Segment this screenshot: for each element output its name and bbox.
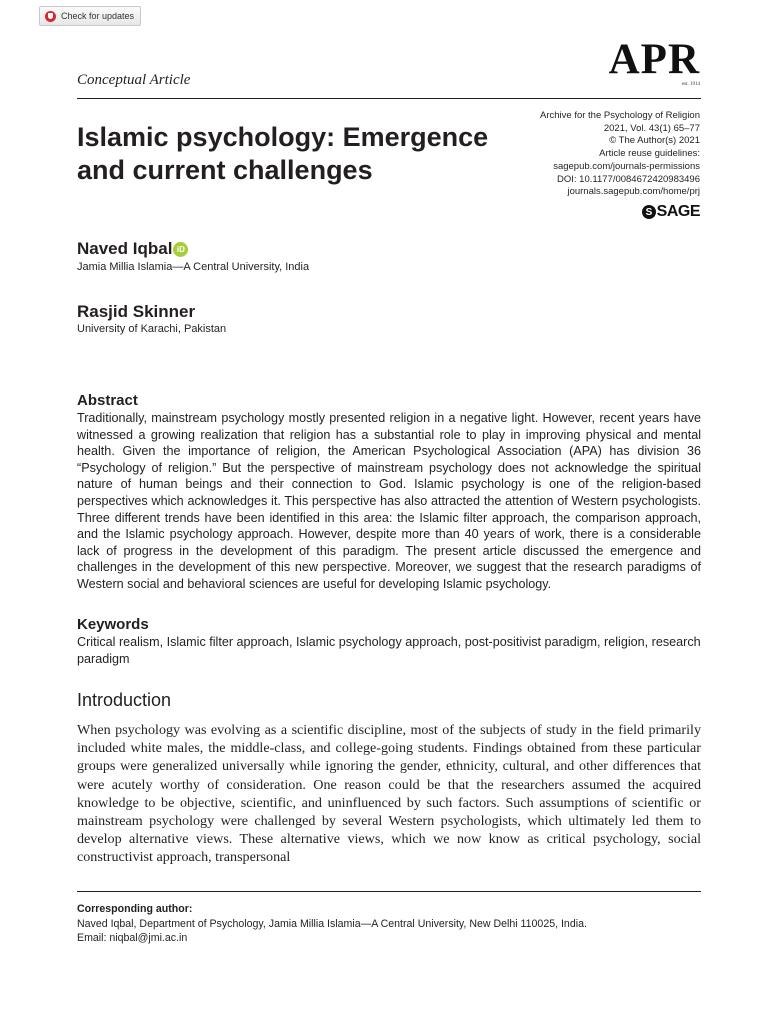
check-for-updates-button[interactable] [39, 6, 141, 26]
copyright: © The Author(s) 2021 [609, 135, 700, 147]
abstract-heading: Abstract [77, 392, 138, 409]
reuse-link[interactable]: sagepub.com/journals-permissions [553, 160, 700, 172]
doi-link[interactable]: DOI: 10.1177/0084672420983496 [557, 173, 700, 185]
author-name-text: Naved Iqbal [77, 239, 173, 258]
journal-name: Archive for the Psychology of Religion [540, 110, 700, 121]
author-affiliation: Jamia Millia Islamia—A Central University, India [77, 261, 310, 273]
footnote-label: Corresponding author: [77, 903, 193, 915]
reuse-label: Article reuse guidelines: [599, 148, 700, 160]
volume-info: 2021, Vol. 43(1) 65–77 [603, 122, 700, 134]
journal-logo-letters: APR [608, 36, 700, 83]
article-type: Conceptual Article [77, 72, 191, 88]
footnote-email[interactable]: Email: niqbal@jmi.ac.in [77, 932, 188, 944]
author-affiliation: University of Karachi, Pakistan [77, 323, 227, 335]
sage-logo [642, 203, 700, 221]
check-for-updates-label: Check for updates [61, 11, 135, 21]
author-name [77, 239, 188, 259]
footnote-address: Naved Iqbal, Department of Psychology, Jamia Millia Islamia—A Central University, New Delhi 110025, India. [77, 917, 587, 930]
journal-logo [609, 38, 700, 87]
journal-homepage-link[interactable]: journals.sagepub.com/home/prj [567, 186, 700, 198]
publication-info [440, 110, 700, 199]
article-title: Islamic psychology: Emergence and current challenges [77, 122, 489, 185]
orcid-icon[interactable]: iD [173, 242, 188, 257]
introduction-text: When psychology was evolving as a scientific discipline, most of the subjects of study in the field primarily included white males, the middle-class, and college-going students. Findings obtained from these particular groups were generalized universally while ignoring the gender, ethnicity, cultural, and other differences that were acutely worthy of consideration. One reason could be that the researchers assumed the acquired knowledge to be objective, scientific, and uninfluenced by such factors. Such assumptions of scientific or mainstream psychology were challenged by several Western psychologists, which ultimately led them to develop alternative views. These alternative views, which we now know as critical psychology, social constructivist approach, transpersonal [77, 722, 701, 866]
keywords-heading: Keywords [77, 616, 149, 633]
corresponding-author-note [77, 902, 701, 946]
footnote-divider [77, 891, 701, 892]
introduction-heading: Introduction [77, 690, 172, 710]
header-divider [77, 98, 701, 99]
abstract-text: Traditionally, mainstream psychology mostly presented religion in a negative light. However, recent years have witnessed a growing realization that religion has a substantial role to play in improving physical and mental health. Given the importance of religion, the American Psychological Association (APA) has division 36 “Psychology of religion.” But the perspective of mainstream psychology does not acknowledge the spiritual nature of human beings and their connection to God. Islamic psychology is one of the religion-based perspectives which acknowledges it. This perspective has also attracted the attention of Western psychologists. Three different trends have been identified in this area: the Islamic filter approach, the comparison approach, and the Islamic psychology approach. However, despite more than 40 years of work, there is a considerable lack of progress in the development of this paradigm. The present article discussed the emergence and challenges in the development of this new perspective. Moreover, we suggest that the research paradigms of Western social and behavioral sciences are useful for developing Islamic psychology. [77, 411, 701, 591]
keywords-text: Critical realism, Islamic filter approach, Islamic psychology approach, post-positivist paradigm, religion, research paradigm [77, 635, 701, 666]
sage-s-icon: S [642, 205, 656, 219]
bookmark-icon [45, 11, 56, 22]
author-name: Rasjid Skinner [77, 302, 196, 321]
journal-logo-est: est. 1914 [681, 82, 700, 87]
sage-logo-text: SAGE [656, 203, 700, 220]
